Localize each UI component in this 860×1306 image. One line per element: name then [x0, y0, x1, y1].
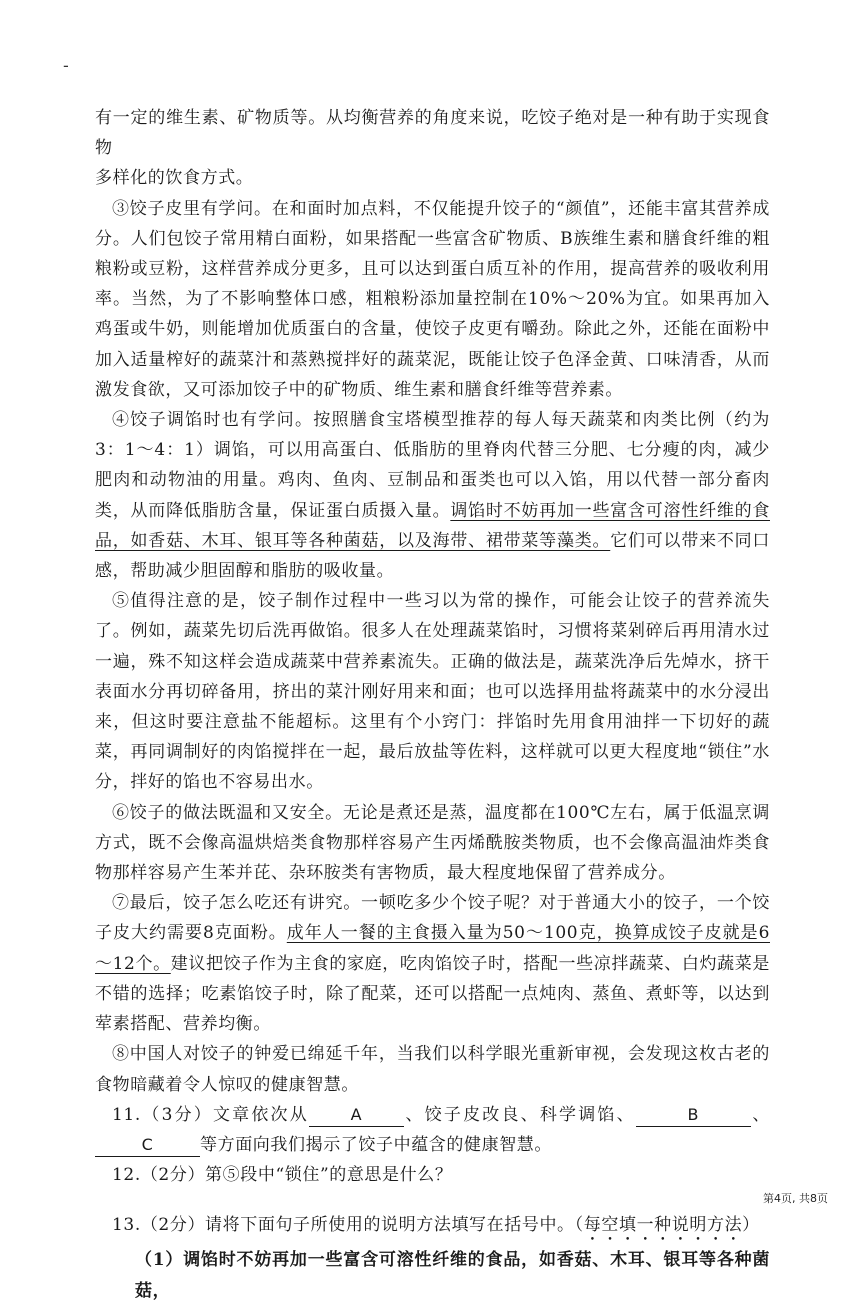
paragraph-4-text-a: ④饺子调馅时也有学问。按照膳食宝塔模型推荐的每人每天蔬菜和肉类比例（约为3：1～4：1）调馅，可以用高蛋白、低脂肪的里脊肉代替三分肥、七分瘦的肉，减少肥肉和动物油的用量。鸡肉、鱼肉、豆制品和蛋类也可以入馅，用以代替一部分畜肉类，从而降低脂肪含量，保证蛋白质摄入量。: [95, 410, 770, 521]
q11-blank-c[interactable]: C: [95, 1134, 200, 1157]
q11-blank-a[interactable]: A: [309, 1104, 404, 1127]
corner-mark: -: [63, 56, 69, 75]
paragraph-7-underlined-sentence: 成年人一餐的主食摄入量为50～100克，换算成饺子皮就是6～12个。: [95, 923, 770, 974]
q11-text-c: 、: [750, 1104, 770, 1125]
question-12: [95, 1160, 770, 1190]
paragraph-continuation-line2: 多样化的饮食方式。: [95, 168, 254, 189]
q11-text-a: 11.（3分）文章依次从: [112, 1104, 309, 1125]
q11-text-d: 等方面向我们揭示了饺子中蕴含的健康智慧。: [200, 1134, 552, 1155]
q13-text-a: 13.（2分）请将下面句子所使用的说明方法填写在括号中。（: [112, 1215, 584, 1236]
q13-emphasized-instruction: 每空填一种说明方法: [583, 1215, 743, 1236]
answer-space: [95, 1190, 770, 1210]
paragraph-7-text-a: ⑦最后，饺子怎么吃还有讲究。一顿吃多少个饺子呢？对于普通大小的饺子，一个饺子皮大约需要8克面粉。: [95, 893, 770, 944]
paragraph-4: [95, 405, 770, 586]
question-13-subitem-1: （1）调馅时不妨再加一些富含可溶性纤维的食品，如香菇、木耳、银耳等各种菌菇，: [135, 1250, 770, 1301]
q11-blank-b[interactable]: B: [636, 1104, 751, 1127]
paragraph-7-text-b: 建议把饺子作为主食的家庭，吃肉馅饺子时，搭配一些凉拌蔬菜、白灼蔬菜是不错的选择；吃素馅饺子时，除了配菜，还可以搭配一点炖肉、蒸鱼、煮虾等，以达到荤素搭配、营养均衡。: [95, 953, 770, 1035]
q12-text: 12.（2分）第⑤段中“锁住”的意思是什么？: [112, 1165, 453, 1186]
page-footer: 第4页, 共8页: [763, 1192, 828, 1205]
q13-text-c: ）: [742, 1215, 760, 1236]
paragraph-4-text-b: 它们可以带来不同口感，帮助减少胆固醇和脂肪的吸收量。: [95, 530, 770, 582]
paragraph-6: ⑥饺子的做法既温和又安全。无论是煮还是蒸，温度都在100℃左右，属于低温烹调方式，既不会像高温烘焙类食物那样容易产生丙烯酰胺类物质，也不会像高温油炸类食物那样容易产生苯并芘、杂环胺类有害物质，最大程度地保留了营养成分。: [95, 802, 770, 884]
q11-text-b: 、饺子皮改良、科学调馅、: [403, 1104, 636, 1125]
paragraph-8: ⑧中国人对饺子的钟爱已绵延千年，当我们以科学眼光重新审视，会发现这枚古老的食物暗藏着令人惊叹的健康智慧。: [95, 1044, 770, 1095]
paragraph-5: ⑤值得注意的是，饺子制作过程中一些习以为常的操作，可能会让饺子的营养流失了。例如，蔬菜先切后洗再做馅。很多人在处理蔬菜馅时，习惯将菜剁碎后再用清水过一遍，殊不知这样会造成蔬菜中营养素流失。正确的做法是，蔬菜洗净后先焯水，挤干表面水分再切碎备用，挤出的菜汁刚好用来和面；也可以选择用盐将蔬菜中的水分浸出来，但这时要注意盐不能超标。这里有个小窍门：拌馅时先用食用油拌一下切好的蔬菜，再同调制好的肉馅搅拌在一起，最后放盐等佐料，这样就可以更大程度地“锁住”水分，拌好的馅也不容易出水。: [95, 591, 770, 793]
paragraph-7: [95, 888, 770, 1039]
paragraph-3: ③饺子皮里有学问。在和面时加点料，不仅能提升饺子的“颜值”，还能丰富其营养成分。人们包饺子常用精白面粉，如果搭配一些富含矿物质、B族维生素和膳食纤维的粗粮粉或豆粉，这样营养成分更多，且可以达到蛋白质互补的作用，提高营养的吸收利用率。当然，为了不影响整体口感，粗粮粉添加量控制在10%～20%为宜。如果再加入鸡蛋或牛奶，则能增加优质蛋白的含量，使饺子皮更有嚼劲。除此之外，还能在面粉中加入适量榨好的蔬菜汁和蒸熟搅拌好的蔬菜泥，既能让饺子色泽金黄、口味清香，从而激发食欲，又可添加饺子中的矿物质、维生素和膳食纤维等营养素。: [95, 198, 770, 400]
question-11: [95, 1100, 770, 1160]
paragraph-continuation-line1: 有一定的维生素、矿物质等。从均衡营养的角度来说，吃饺子绝对是一种有助于实现食物: [95, 108, 770, 159]
question-13: [95, 1210, 770, 1245]
article-body: [95, 103, 770, 1306]
paragraph-4-underlined-sentence: 调馅时不妨再加一些富含可溶性纤维的食品，如香菇、木耳、银耳等各种菌菇，以及海带、裙带菜等藻类。: [95, 500, 770, 551]
